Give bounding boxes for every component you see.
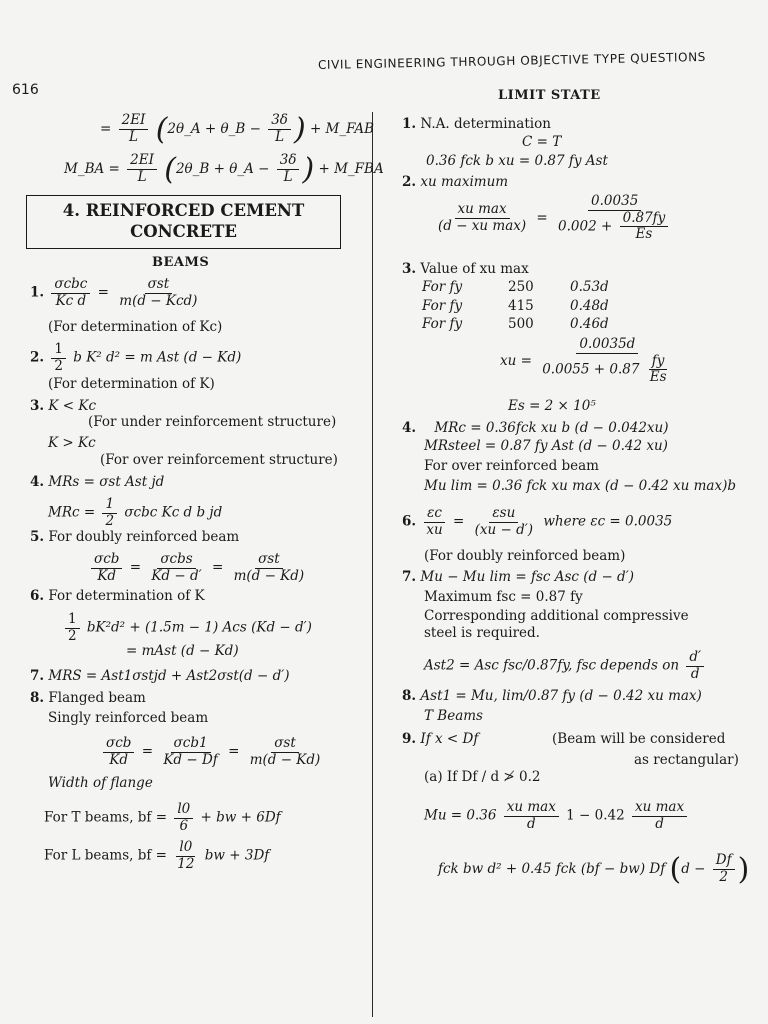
item-3: 3. K < Kc <box>30 398 97 414</box>
r-item-6-note: (For doubly reinforced beam) <box>424 548 626 564</box>
item-6-eq-1: $\frac{1}{2}$ bK²d² + (1.5m − 1) Acs (Kd − d′) <box>62 612 312 644</box>
item-5: 5. For doubly reinforced beam <box>30 529 240 545</box>
limit-state-heading: LIMIT STATE <box>498 88 601 103</box>
item-8-sub: Singly reinforced beam <box>48 710 209 726</box>
slope-deflection-eq-2: M_BA = $\frac{2EI}{L}$ (2θ_B + θ_A − $\frac{3\delta}{L}$ ) + M_FBA <box>64 152 384 187</box>
r-item-3: 3. Value of xu max <box>402 261 529 277</box>
item-3-b: K > Kc <box>48 435 96 451</box>
r-item-8-text: T Beams <box>424 708 483 724</box>
item-3-note-b: (For over reinforcement structure) <box>100 452 338 468</box>
section-title-box <box>26 195 341 249</box>
r-item-9-mu-eq: Mu = 0.36 $\frac{\text{xu max}}{d}$ 1 − 0.42 $\frac{\text{xu max}}{d}$ <box>424 800 690 832</box>
r-item-9-note-2: as rectangular) <box>634 752 739 768</box>
t-beam-eq: For T beams, bf = $\frac{l0}{6}$ + bw + 6Df <box>44 801 281 834</box>
r-item-1-eq-1: C = T <box>522 134 562 150</box>
r-item-3-row-1: For fy 250 0.53d <box>422 279 609 295</box>
r-item-1: 1. N.A. determination <box>402 116 551 132</box>
flange-width-heading: Width of flange <box>48 775 153 791</box>
item-8: 8. Flanged beam <box>30 690 146 706</box>
item-2-note: (For determination of K) <box>48 376 215 392</box>
item-5-eq: $\frac{\text{σcb}}{Kd}$ = $\frac{\text{σcbs}}{Kd - d'}$ = $\frac{\text{σst}}{m(d - Kd)}$ <box>88 552 310 584</box>
beams-heading: BEAMS <box>152 255 210 270</box>
r-item-4: 4. MRc = 0.36fck xu b (d − 0.042xu) <box>402 420 669 436</box>
r-item-4-text: For over reinforced beam <box>424 458 599 474</box>
r-item-7-ast2: Ast2 = Asc fsc/0.87fy, fsc depends on $\frac{d'}{d}$ <box>424 650 707 682</box>
item-6-eq-2: = mAst (d − Kd) <box>126 643 239 659</box>
r-item-7-text-2: steel is required. <box>424 625 540 641</box>
item-3-note-a: (For under reinforcement structure) <box>88 414 337 430</box>
r-item-1-eq-2: 0.36 fck b xu = 0.87 fy Ast <box>426 153 608 169</box>
item-8-eq: $\frac{\text{σcb}}{Kd}$ = $\frac{\text{σcb1}}{Kd - Df}$ = $\frac{\text{σst}}{m(d - Kd)}$ <box>100 736 326 768</box>
r-item-9: 9. If x < Df <box>402 731 479 747</box>
r-item-8: 8. Ast1 = Mu, lim/0.87 fy (d − 0.42 xu max) <box>402 688 702 704</box>
r-item-6: 6. $\frac{\varepsilon c}{xu}$ = $\frac{\text{εsu}}{(xu - d')}$ where εc = 0.0035 <box>402 505 673 538</box>
r-item-7-max: Maximum fsc = 0.87 fy <box>424 589 583 605</box>
item-4-b: MRc = $\frac{1}{2}$ σcbc Kc d b jd <box>48 496 223 529</box>
r-item-4-eq-3: Mu lim = 0.36 fck xu max (d − 0.42 xu max)b <box>424 478 736 494</box>
r-item-3-es: Es = 2 × 10⁵ <box>508 398 596 414</box>
section-title-line-1: 4. REINFORCED CEMENT <box>62 201 305 220</box>
item-6: 6. For determination of K <box>30 588 205 604</box>
r-item-3-xu-eq: xu = 0.0035d 0.0055 + 0.87 $\frac{fy}{Es}$ <box>500 336 667 386</box>
running-head: CIVIL ENGINEERING THROUGH OBJECTIVE TYPE QUESTIONS <box>317 49 707 72</box>
r-item-7-text-1: Corresponding additional compressive <box>424 608 689 624</box>
item-1: 1. $\frac{\text{σcbc}}{\text{Kc d}}$ = $\frac{\text{σst}}{\text{m(d − Kcd)}}$ <box>30 276 198 309</box>
r-item-9-a: (a) If Df / d ≯ 0.2 <box>424 769 541 785</box>
section-title-line-2: CONCRETE <box>130 222 237 241</box>
r-item-9-note-1: (Beam will be considered <box>552 731 726 747</box>
item-4: 4. MRs = σst Ast jd <box>30 474 165 490</box>
r-item-9-last: fck bw d² + 0.45 fck (bf − bw) Df (d − $\frac{Df}{2}$ ) <box>438 852 750 887</box>
r-item-7: 7. Mu − Mu lim = fsc Asc (d − d′) <box>402 569 635 585</box>
item-7: 7. MRS = Ast1σstjd + Ast2σst(d − d′) <box>30 668 290 684</box>
item-1-note: (For determination of Kc) <box>48 319 223 335</box>
r-item-2: 2. xu maximum <box>402 174 509 190</box>
item-2: 2. $\frac{1}{2}$ b K² d² = m Ast (d − Kd) <box>30 341 242 374</box>
r-item-4-eq-2: MRsteel = 0.87 fy Ast (d − 0.42 xu) <box>424 438 668 454</box>
page-number: 616 <box>12 82 39 98</box>
r-item-3-row-3: For fy 500 0.46d <box>422 316 609 332</box>
column-divider <box>372 112 373 1017</box>
l-beam-eq: For L beams, bf = $\frac{l0}{12}$ bw + 3Df <box>44 839 270 872</box>
slope-deflection-eq-1: = $\frac{2EI}{L}$ (2θ_A + θ_B − $\frac{3\delta}{L}$ ) + M_FAB <box>100 112 374 147</box>
r-item-3-row-2: For fy 415 0.48d <box>422 298 609 314</box>
r-item-2-eq: $\frac{\text{xu max}}{\text{(d − xu max)}}$ = 0.0035 0.002 + $\frac{0.87fy}{Es}$ <box>432 194 677 243</box>
